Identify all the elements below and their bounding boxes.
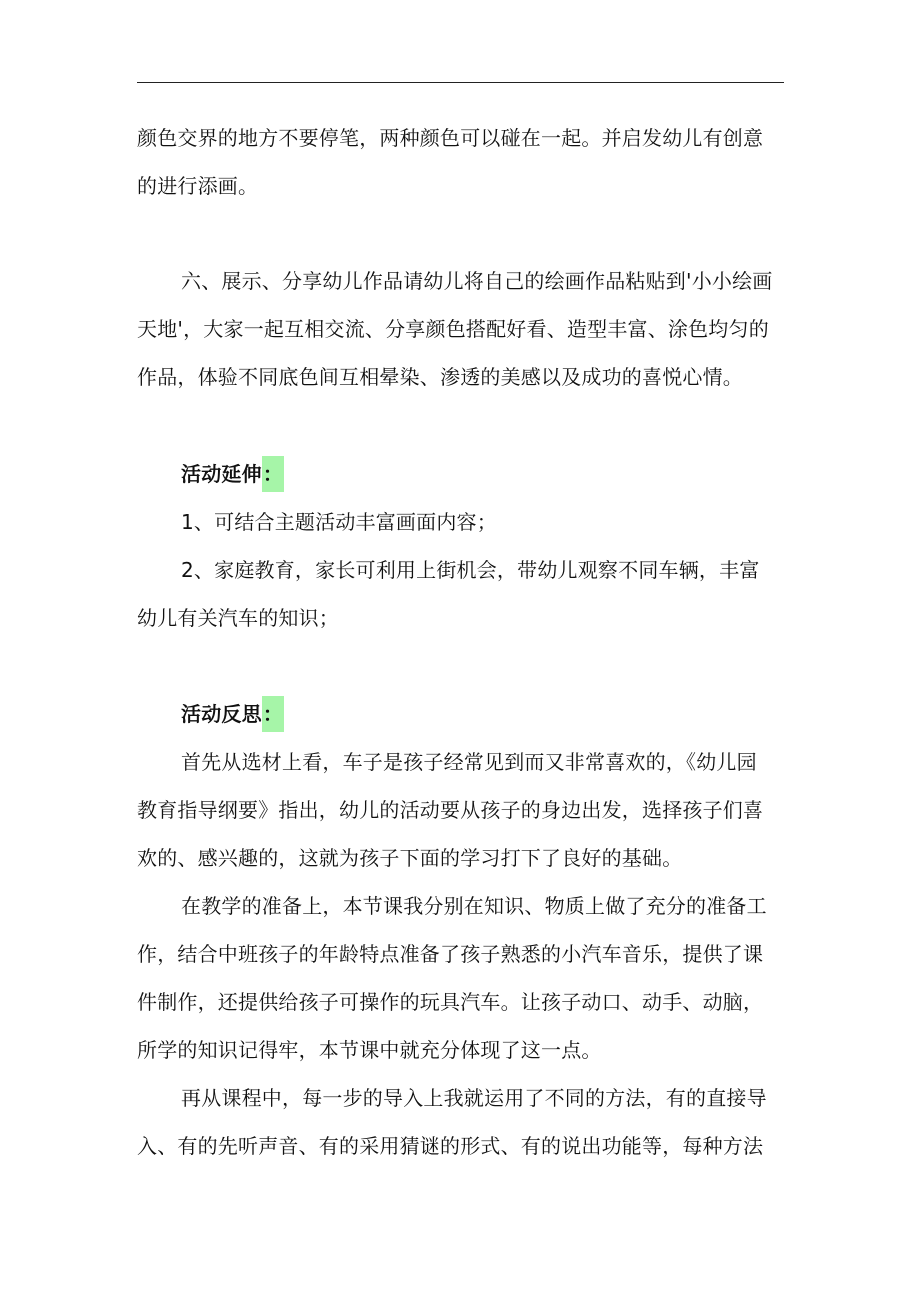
reflection-p3-line: 再从课程中，每一步的导入上我就运用了不同的方法，有的直接导 (181, 1086, 767, 1110)
section-six-line: 作品，体验不同底色间互相晕染、渗透的美感以及成功的喜悦心情。 (137, 365, 743, 389)
extension-item-2-line: 2、家庭教育，家长可利用上街机会，带幼儿观察不同车辆，丰富 (181, 558, 760, 582)
reflection-p2-line: 在教学的准备上，本节课我分别在知识、物质上做了充分的准备工 (181, 894, 767, 918)
reflection-p2-line: 所学的知识记得牢，本节课中就充分体现了这一点。 (137, 1038, 602, 1062)
header-rule (137, 82, 784, 83)
section-six-line: 天地'，大家一起互相交流、分享颜色搭配好看、造型丰富、涂色均匀的 (137, 317, 769, 341)
section-six-line: 六、展示、分享幼儿作品请幼儿将自己的绘画作品粘贴到'小小绘画 (181, 269, 773, 293)
paragraph-line: 的进行添画。 (137, 174, 259, 198)
reflection-p2-line: 件制作，还提供给孩子可操作的玩具汽车。让孩子动口、动手、动脑， (137, 990, 764, 1014)
reflection-p3-line: 入、有的先听声音、有的采用猜谜的形式、有的说出功能等，每种方法 (137, 1134, 764, 1158)
extension-item-2-line: 幼儿有关汽车的知识； (137, 606, 339, 630)
reflection-heading-text: 活动反思 (181, 702, 262, 726)
extension-item-1: 1、可结合主题活动丰富画面内容； (181, 510, 497, 534)
extension-heading (181, 459, 284, 489)
extension-heading-colon-highlight: ： (262, 456, 284, 492)
reflection-p2-line: 作，结合中班孩子的年龄特点准备了孩子熟悉的小汽车音乐，提供了课 (137, 942, 764, 966)
reflection-heading (181, 699, 284, 729)
paragraph-line: 颜色交界的地方不要停笔，两种颜色可以碰在一起。并启发幼儿有创意 (137, 126, 764, 150)
reflection-p1-line: 欢的、感兴趣的，这就为孩子下面的学习打下了良好的基础。 (137, 846, 683, 870)
extension-heading-text: 活动延伸 (181, 462, 262, 486)
reflection-p1-line: 教育指导纲要》指出，幼儿的活动要从孩子的身边出发，选择孩子们喜 (137, 798, 764, 822)
reflection-heading-colon-highlight: ： (262, 696, 284, 732)
reflection-p1-line: 首先从选材上看，车子是孩子经常见到而又非常喜欢的，《幼儿园 (181, 750, 757, 774)
